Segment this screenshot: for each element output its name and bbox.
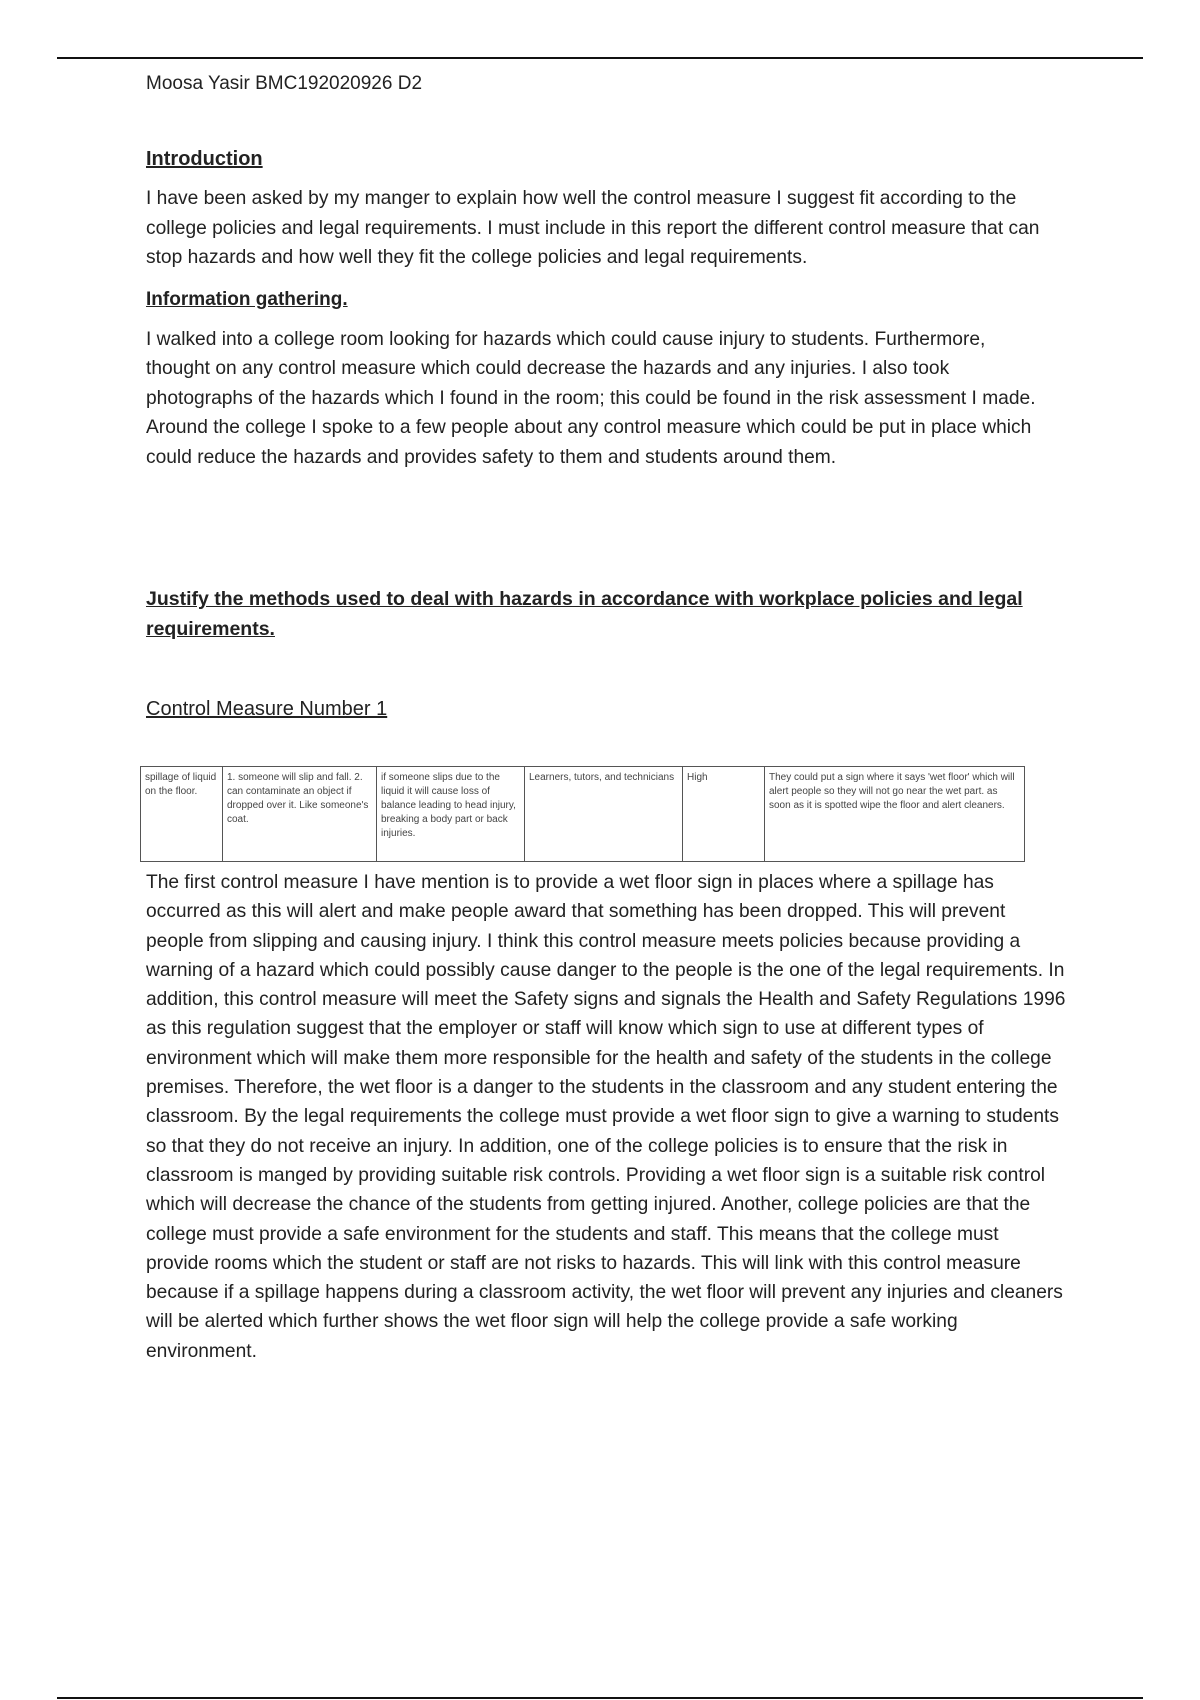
justify-heading: Justify the methods used to deal with hazards in accordance with workplace policies and legal requirements. — [146, 588, 1023, 640]
introduction-paragraph: I have been asked by my manger to explain how well the control measure I suggest fit according to the college policies and legal requirements. I must include in this report the different control measure that can stop hazards and how well they fit the college policies and legal requirements. — [146, 188, 1040, 268]
information-gathering-paragraph: I walked into a college room looking for hazards which could cause injury to students. Furthermore, thought on any control measure which could decrease the hazards and any injuries. I also took photographs of the hazards which I found in the room; this could be found in the risk assessment I made. Around the college I spoke to a few people about any control measure which could be put in place which could reduce the hazards and provides safety to them and students around them. — [146, 328, 1036, 468]
people-at-risk-cell: Learners, tutors, and technicians — [525, 767, 683, 862]
harm-cell: if someone slips due to the liquid it will cause loss of balance leading to head injury, breaking a body part or back injuries. — [377, 767, 525, 862]
control-measure-paragraph: The first control measure I have mention is to provide a wet floor sign in places where a spillage has occurred as this will alert and make people award that something has been dropped. This will prevent people from slipping and causing injury. I think this control measure meets policies because providing a warning of a hazard which could possibly cause danger to the people is the one of the legal requirements. In addition, this control measure will meet the Safety signs and signals the Health and Safety Regulations 1996 as this regulation suggest that the employer or staff will know which sign to use at different types of environment which will make them more responsible for the health and safety of the students in the college premises. Therefore, the wet floor is a danger to the students in the classroom and any student entering the classroom. By the legal requirements the college must provide a wet floor sign to give a warning to students so that they do not receive an injury. In addition, one of the college policies is to ensure that the risk in classroom is manged by providing suitable risk controls. Providing a wet floor sign is a suitable risk control which will decrease the chance of the students from getting injured. Another, college policies are that the college must provide a safe environment for the students and staff. This means that the college must provide rooms which the student or staff are not risks to hazards. This will link with this control measure because if a spillage happens during a classroom activity, the wet floor will prevent any injuries and cleaners will be alerted which further shows the wet floor sign will help the college provide a safe working environment. — [146, 872, 1066, 1362]
document-page — [146, 72, 1066, 1378]
spacer — [146, 484, 1066, 584]
control-measure-title: Control Measure Number 1 — [146, 698, 388, 720]
risk-level-cell: High — [683, 767, 765, 862]
risk-cell: 1. someone will slip and fall. 2. can contaminate an object if dropped over it. Like someone's coat. — [223, 767, 377, 862]
table-row — [141, 767, 1025, 862]
top-rule — [57, 57, 1143, 59]
hazard-cell: spillage of liquid on the floor. — [141, 767, 223, 862]
information-gathering-heading: Information gathering. — [146, 288, 348, 310]
introduction-heading: Introduction — [146, 148, 263, 170]
bottom-rule — [57, 1697, 1143, 1699]
risk-assessment-table — [140, 766, 1025, 862]
document-header: Moosa Yasir BMC192020926 D2 — [146, 73, 423, 94]
control-measure-cell: They could put a sign where it says 'wet floor' which will alert people so they will not go near the wet part. as soon as it is spotted wipe the floor and alert cleaners. — [765, 767, 1025, 862]
